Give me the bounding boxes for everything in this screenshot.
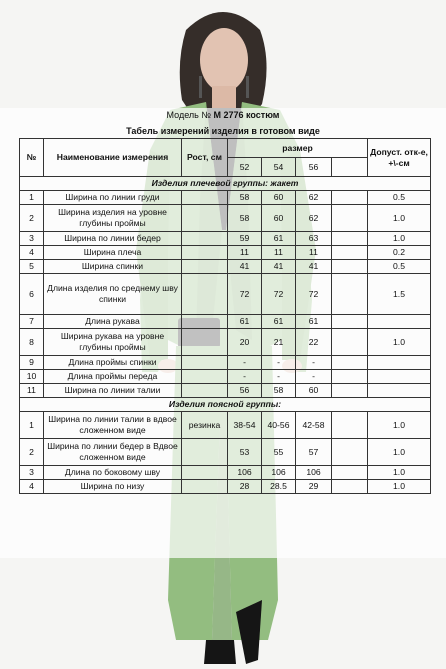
size-52-value: 53 <box>228 439 262 466</box>
height-cell <box>182 370 228 384</box>
size-52-value: 58 <box>228 191 262 205</box>
row-number: 6 <box>20 274 44 315</box>
measurement-name: Длина по боковому шву <box>44 466 182 480</box>
height-cell: резинка <box>182 412 228 439</box>
size-extra-value <box>332 232 368 246</box>
table-row <box>20 274 431 315</box>
size-56-value: 72 <box>296 274 332 315</box>
tolerance-value: 1.0 <box>368 412 431 439</box>
size-52-value: - <box>228 370 262 384</box>
waist-rows <box>20 412 431 494</box>
measurement-name: Ширина по линии бедер <box>44 232 182 246</box>
height-cell <box>182 356 228 370</box>
size-extra-value <box>332 246 368 260</box>
size-chart-table <box>19 138 431 494</box>
size-extra-value <box>332 439 368 466</box>
col-tolerance: Допуст. отк-е, +\-см <box>368 139 431 177</box>
measurement-name: Ширина по линии талии <box>44 384 182 398</box>
col-size: размер <box>228 139 368 158</box>
size-54-value: 60 <box>262 191 296 205</box>
size-56-value: 61 <box>296 315 332 329</box>
tolerance-value: 1.0 <box>368 439 431 466</box>
tolerance-value: 0.5 <box>368 260 431 274</box>
row-number: 3 <box>20 466 44 480</box>
size-56-value: 63 <box>296 232 332 246</box>
height-cell <box>182 274 228 315</box>
section-waist: Изделия поясной группы: <box>20 398 431 412</box>
jacket-rows <box>20 191 431 398</box>
size-52-value: 61 <box>228 315 262 329</box>
table-row <box>20 315 431 329</box>
size-52-value: 56 <box>228 384 262 398</box>
size-54-value: 72 <box>262 274 296 315</box>
table-row <box>20 329 431 356</box>
height-cell <box>182 232 228 246</box>
table-row <box>20 466 431 480</box>
table-row <box>20 384 431 398</box>
size-56-value: 60 <box>296 384 332 398</box>
row-number: 8 <box>20 329 44 356</box>
size-56: 56 <box>296 158 332 177</box>
table-row <box>20 439 431 466</box>
tolerance-value: 0.5 <box>368 191 431 205</box>
measurement-name: Ширина по линии талии в вдвое сложенном виде <box>44 412 182 439</box>
size-52-value: 106 <box>228 466 262 480</box>
size-extra-value <box>332 329 368 356</box>
size-54-value: 21 <box>262 329 296 356</box>
col-name: Наименование измерения <box>44 139 182 177</box>
table-row <box>20 260 431 274</box>
row-number: 1 <box>20 412 44 439</box>
tolerance-value: 0.2 <box>368 246 431 260</box>
size-54-value: 40-56 <box>262 412 296 439</box>
size-56-value: - <box>296 370 332 384</box>
size-56-value: 42-58 <box>296 412 332 439</box>
size-extra-value <box>332 412 368 439</box>
size-56-value: 22 <box>296 329 332 356</box>
size-52-value: 72 <box>228 274 262 315</box>
table-row <box>20 246 431 260</box>
size-52-value: 38-54 <box>228 412 262 439</box>
measurement-name: Ширина по низу <box>44 480 182 494</box>
height-cell <box>182 466 228 480</box>
measurement-name: Длина проймы спинки <box>44 356 182 370</box>
height-cell <box>182 315 228 329</box>
tolerance-value <box>368 315 431 329</box>
height-cell <box>182 260 228 274</box>
size-56-value: 29 <box>296 480 332 494</box>
size-extra-value <box>332 315 368 329</box>
size-extra-value <box>332 466 368 480</box>
size-54-value: 61 <box>262 315 296 329</box>
tolerance-value: 1.0 <box>368 466 431 480</box>
size-extra-value <box>332 274 368 315</box>
table-row <box>20 191 431 205</box>
row-number: 2 <box>20 439 44 466</box>
tolerance-value: 1.0 <box>368 232 431 246</box>
size-52-value: 41 <box>228 260 262 274</box>
size-56-value: 62 <box>296 191 332 205</box>
measurement-name: Ширина изделия на уровне глубины проймы <box>44 205 182 232</box>
measurement-name: Ширина по линии бедер в Вдвое сложенном виде <box>44 439 182 466</box>
size-54-value: 28.5 <box>262 480 296 494</box>
tolerance-value: 1.0 <box>368 205 431 232</box>
size-52-value: 20 <box>228 329 262 356</box>
size-52-value: 28 <box>228 480 262 494</box>
size-54-value: 11 <box>262 246 296 260</box>
col-num: № <box>20 139 44 177</box>
measurement-name: Длина изделия по среднему шву спинки <box>44 274 182 315</box>
size-56-value: 41 <box>296 260 332 274</box>
size-54-value: - <box>262 370 296 384</box>
table-row <box>20 232 431 246</box>
table-row <box>20 356 431 370</box>
row-number: 9 <box>20 356 44 370</box>
size-56-value: 11 <box>296 246 332 260</box>
size-54-value: 41 <box>262 260 296 274</box>
height-cell <box>182 384 228 398</box>
size-54-value: 58 <box>262 384 296 398</box>
size-52-value: 11 <box>228 246 262 260</box>
size-54-value: - <box>262 356 296 370</box>
size-52-value: 59 <box>228 232 262 246</box>
row-number: 7 <box>20 315 44 329</box>
model-prefix: Модель № <box>166 110 214 120</box>
height-cell <box>182 439 228 466</box>
tolerance-value: 1.0 <box>368 329 431 356</box>
right-shoe <box>204 640 236 664</box>
row-number: 2 <box>20 205 44 232</box>
tolerance-value <box>368 370 431 384</box>
size-52-value: - <box>228 356 262 370</box>
row-number: 4 <box>20 480 44 494</box>
measurement-name: Длина проймы переда <box>44 370 182 384</box>
height-cell <box>182 480 228 494</box>
size-extra-value <box>332 370 368 384</box>
height-cell <box>182 329 228 356</box>
row-number: 11 <box>20 384 44 398</box>
size-56-value: 57 <box>296 439 332 466</box>
row-number: 10 <box>20 370 44 384</box>
size-extra-value <box>332 384 368 398</box>
height-cell <box>182 246 228 260</box>
measurement-name: Ширина рукава на уровне глубины проймы <box>44 329 182 356</box>
size-extra-value <box>332 205 368 232</box>
height-cell <box>182 205 228 232</box>
size-54-value: 61 <box>262 232 296 246</box>
table-row <box>20 480 431 494</box>
row-number: 1 <box>20 191 44 205</box>
face <box>200 28 248 92</box>
tolerance-value: 1.5 <box>368 274 431 315</box>
size-56-value: - <box>296 356 332 370</box>
size-54-value: 106 <box>262 466 296 480</box>
size-54-value: 55 <box>262 439 296 466</box>
model-code: М 2776 костюм <box>213 110 280 120</box>
size-52-value: 58 <box>228 205 262 232</box>
height-cell <box>182 191 228 205</box>
size-extra-value <box>332 480 368 494</box>
table-title: Табель измерений изделия в готовом виде <box>126 126 320 136</box>
measurement-name: Длина рукава <box>44 315 182 329</box>
row-number: 3 <box>20 232 44 246</box>
size-54: 54 <box>262 158 296 177</box>
tolerance-value <box>368 384 431 398</box>
size-52: 52 <box>228 158 262 177</box>
size-54-value: 60 <box>262 205 296 232</box>
tolerance-value <box>368 356 431 370</box>
measurement-name: Ширина по линии груди <box>44 191 182 205</box>
size-extra-value <box>332 191 368 205</box>
measurement-name: Ширина плеча <box>44 246 182 260</box>
row-number: 4 <box>20 246 44 260</box>
tolerance-value: 1.0 <box>368 480 431 494</box>
size-extra-value <box>332 356 368 370</box>
row-number: 5 <box>20 260 44 274</box>
col-height: Рост, см <box>182 139 228 177</box>
size-56-value: 62 <box>296 205 332 232</box>
size-extra-value <box>332 260 368 274</box>
table-row <box>20 412 431 439</box>
measurement-name: Ширина спинки <box>44 260 182 274</box>
size-56-value: 106 <box>296 466 332 480</box>
table-row <box>20 205 431 232</box>
section-jacket: Изделия плечевой группы: жакет <box>20 177 431 191</box>
size-empty <box>332 158 368 177</box>
model-title <box>0 110 446 120</box>
table-row <box>20 370 431 384</box>
